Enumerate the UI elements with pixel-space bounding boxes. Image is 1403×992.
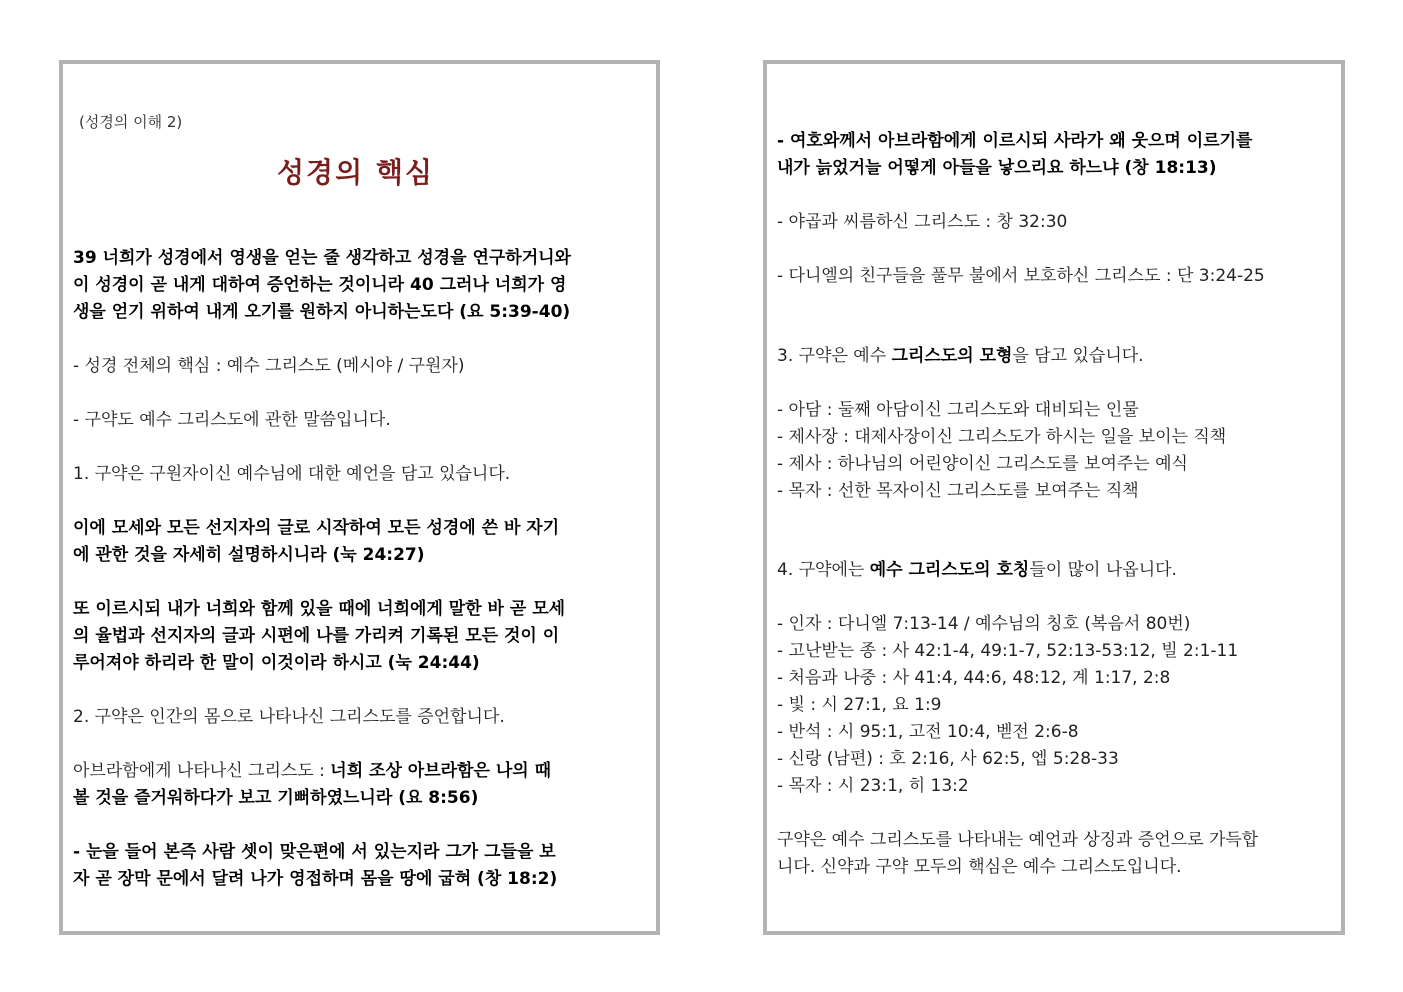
point-line: - 야곱과 씨름하신 그리스도 : 창 32:30 <box>777 212 1068 232</box>
heading-emphasis: 예수 그리스도의 호칭 <box>869 560 1030 580</box>
scripture-line: - 여호와께서 아브라함에게 이르시되 사라가 왜 웃으며 이르기를 <box>777 131 1253 151</box>
scripture-line: 생을 얻기 위하여 내게 오기를 원하지 아니하는도다 (요 5:39-40) <box>73 302 571 322</box>
scripture-line: 39 너희가 성경에서 영생을 얻는 줄 생각하고 성경을 연구하거니와 <box>73 248 571 268</box>
list-item: - 빛 : 시 27:1, 요 1:9 <box>777 695 942 715</box>
scripture-line: 이에 모세와 모든 선지자의 글로 시작하여 모든 성경에 쓴 바 자기 <box>73 518 560 538</box>
heading-emphasis: 그리스도의 모형 <box>891 346 1013 366</box>
list-item: - 신랑 (남편) : 호 2:16, 사 62:5, 엡 5:28-33 <box>777 749 1119 769</box>
scripture-line: 루어져야 하리라 한 말이 이것이라 하시고 (눅 24:44) <box>73 653 480 673</box>
scripture-text: 너희 조상 아브라함은 나의 때 <box>330 761 552 781</box>
conclusion-line: 구약은 예수 그리스도를 나타내는 예언과 상징과 증언으로 가득합 <box>777 830 1259 850</box>
list-item: - 고난받는 종 : 사 42:1-4, 49:1-7, 52:13-53:12, 빌 2:1-11 <box>777 641 1239 661</box>
section-heading: 1. 구약은 구원자이신 예수님에 대한 예언을 담고 있습니다. <box>73 464 511 484</box>
section-heading <box>777 560 1177 580</box>
series-subtitle: (성경의 이해 2) <box>79 113 183 131</box>
point-line: - 구약도 예수 그리스도에 관한 말씀입니다. <box>73 410 391 430</box>
scripture-line: 또 이르시되 내가 너희와 함께 있을 때에 너희에게 말한 바 곧 모세 <box>73 599 566 619</box>
mixed-line <box>73 761 551 781</box>
list-item: - 인자 : 다니엘 7:13-14 / 예수님의 칭호 (복음서 80번) <box>777 614 1191 634</box>
heading-part: 3. 구약은 예수 <box>777 346 892 366</box>
scripture-line: 볼 것을 즐거워하다가 보고 기뻐하였느니라 (요 8:56) <box>73 788 479 808</box>
conclusion-line: 니다. 신약과 구약 모두의 핵심은 예수 그리스도입니다. <box>777 857 1182 877</box>
list-item: - 반석 : 시 95:1, 고전 10:4, 벧전 2:6-8 <box>777 722 1079 742</box>
scripture-line: 내가 늙었거늘 어떻게 아들을 낳으리요 하느냐 (창 18:13) <box>777 158 1217 178</box>
heading-part: 4. 구약에는 <box>777 560 870 580</box>
scripture-line: 의 율법과 선지자의 글과 시편에 나를 가리켜 기록된 모든 것이 이 <box>73 626 560 646</box>
right-page <box>763 60 1345 935</box>
section-heading: 2. 구약은 인간의 몸으로 나타나신 그리스도를 증언합니다. <box>73 707 505 727</box>
list-item: - 아담 : 둘째 아담이신 그리스도와 대비되는 인물 <box>777 400 1139 420</box>
line-label: 아브라함에게 나타나신 그리스도 : <box>73 761 331 781</box>
list-item: - 처음과 나중 : 사 41:4, 44:6, 48:12, 계 1:17, 2:8 <box>777 668 1171 688</box>
heading-part: 들이 많이 나옵니다. <box>1029 560 1177 580</box>
point-line: - 다니엘의 친구들을 풀무 불에서 보호하신 그리스도 : 단 3:24-25 <box>777 266 1265 286</box>
scripture-line: 자 곧 장막 문에서 달려 나가 영접하며 몸을 땅에 굽혀 (창 18:2) <box>73 869 558 889</box>
list-item: - 목자 : 선한 목자이신 그리스도를 보여주는 직책 <box>777 481 1139 501</box>
page-title: 성경의 핵심 <box>277 156 434 189</box>
section-heading <box>777 346 1144 366</box>
point-line: - 성경 전체의 핵심 : 예수 그리스도 (메시야 / 구원자) <box>73 356 465 376</box>
list-item: - 제사장 : 대제사장이신 그리스도가 하시는 일을 보이는 직책 <box>777 427 1227 447</box>
left-page <box>59 60 660 935</box>
heading-part: 을 담고 있습니다. <box>1012 346 1144 366</box>
scripture-line: 이 성경이 곧 내게 대하여 증언하는 것이니라 40 그러나 너희가 영 <box>73 275 567 295</box>
scripture-line: - 눈을 들어 본즉 사람 셋이 맞은편에 서 있는지라 그가 그들을 보 <box>73 842 556 862</box>
list-item: - 목자 : 시 23:1, 히 13:2 <box>777 776 969 796</box>
scripture-line: 에 관한 것을 자세히 설명하시니라 (눅 24:27) <box>73 545 425 565</box>
list-item: - 제사 : 하나님의 어린양이신 그리스도를 보여주는 예식 <box>777 454 1188 474</box>
